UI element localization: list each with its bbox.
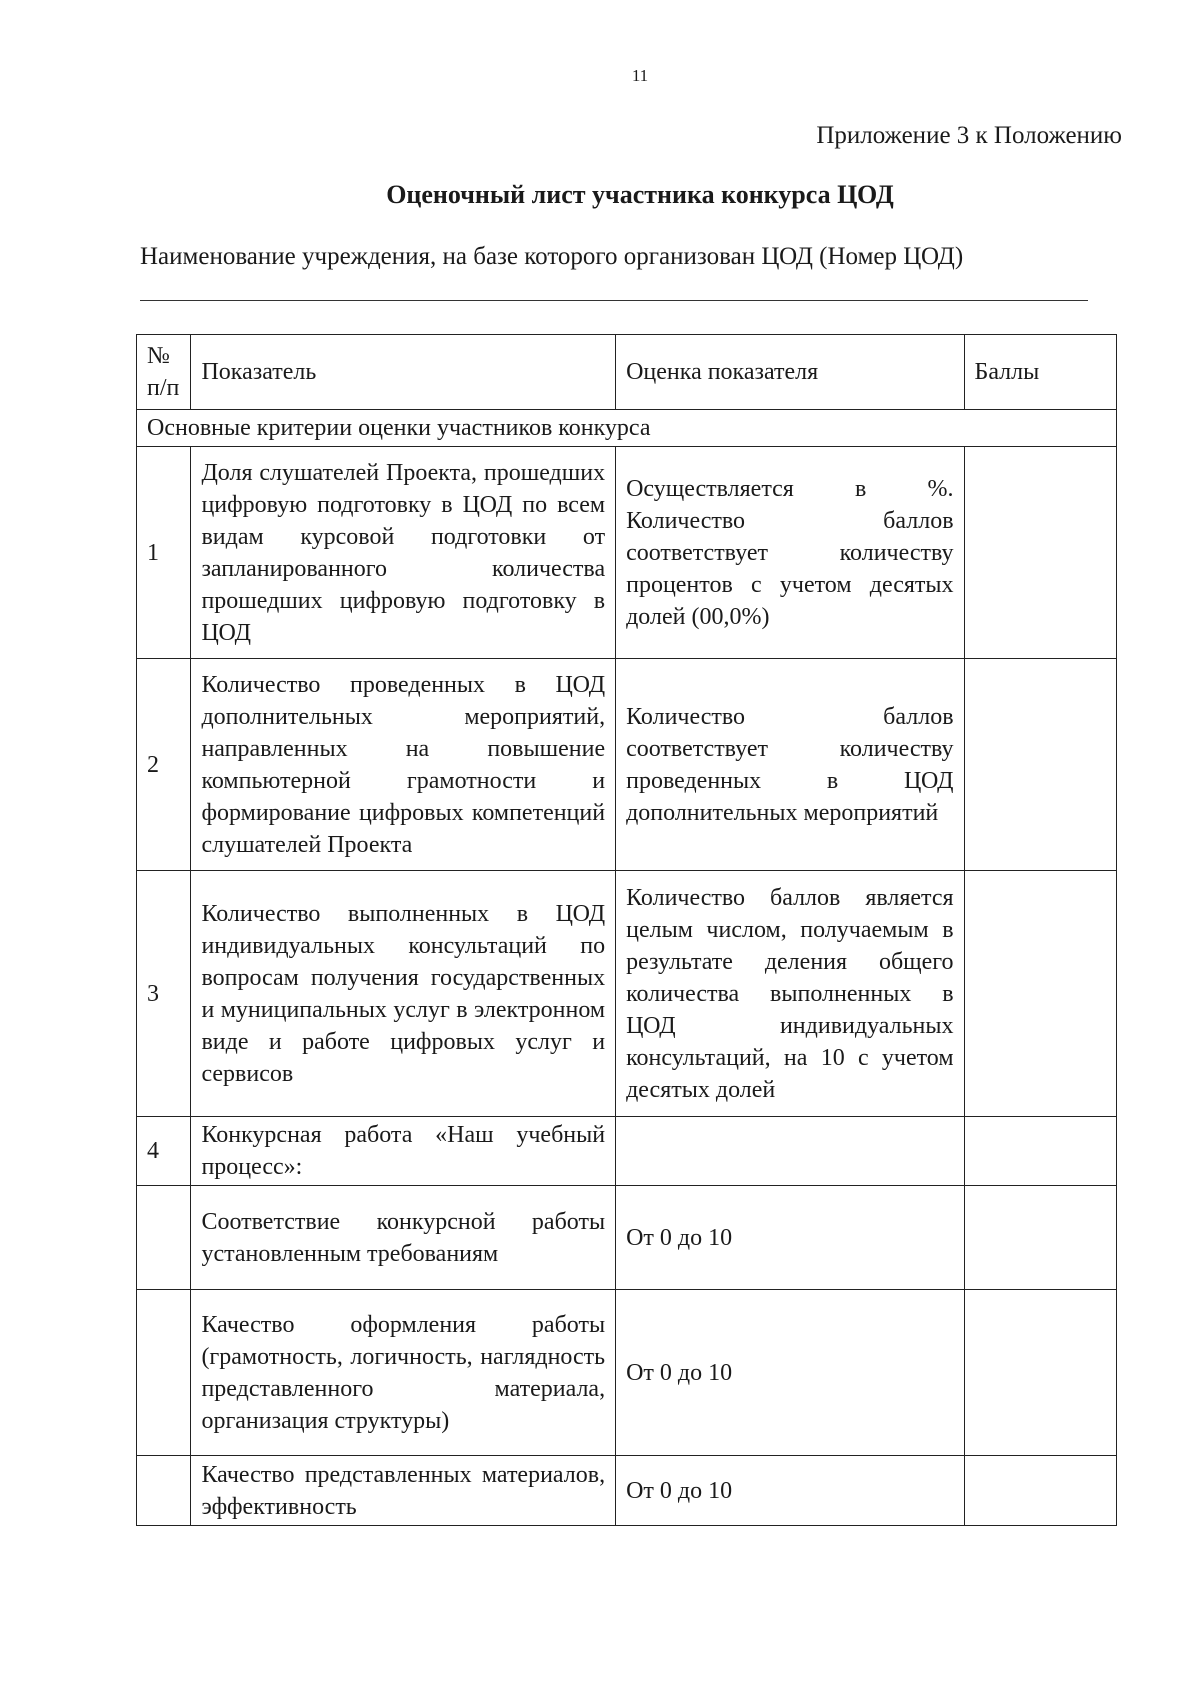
row-num (137, 1456, 191, 1526)
appendix-label: Приложение 3 к Положению (816, 122, 1122, 149)
row-score-cell[interactable] (964, 1290, 1116, 1456)
row-score-cell[interactable] (964, 1117, 1116, 1186)
row-indicator: Качество оформления работы (грамотность, логичность, наглядность представленного материала, организация структуры) (191, 1290, 616, 1456)
row-evaluation: Количество баллов является целым числом, получаемым в результате деления общего количества выполненных в ЦОД индивидуальных консультаций, на 10 с учетом десятых долей (616, 871, 964, 1117)
section-row (137, 410, 1117, 447)
row-score-cell[interactable] (964, 447, 1116, 659)
row-num: 3 (137, 871, 191, 1117)
table-row (137, 447, 1117, 659)
row-evaluation: Осуществляется в %. Количество баллов соответствует количеству процентов с учетом десятых долей (00,0%) (616, 447, 964, 659)
row-score-cell[interactable] (964, 659, 1116, 871)
row-score-cell[interactable] (964, 871, 1116, 1117)
table-row (137, 1117, 1117, 1186)
row-indicator: Качество представленных материалов, эффективность (191, 1456, 616, 1526)
row-evaluation: От 0 до 10 (616, 1456, 964, 1526)
table-row (137, 1456, 1117, 1526)
row-score-cell[interactable] (964, 1186, 1116, 1290)
table-row (137, 659, 1117, 871)
document-title: Оценочный лист участника конкурса ЦОД (386, 180, 894, 209)
section-title: Основные критерии оценки участников конкурса (137, 410, 1117, 447)
header-score: Баллы (964, 335, 1116, 410)
institution-fill-line (140, 300, 1088, 301)
row-num: 1 (137, 447, 191, 659)
row-score-cell[interactable] (964, 1456, 1116, 1526)
row-evaluation: Количество баллов соответствует количеству проведенных в ЦОД дополнительных мероприятий (616, 659, 964, 871)
header-evaluation: Оценка показателя (616, 335, 964, 410)
page-number: 11 (631, 66, 649, 85)
row-num: 4 (137, 1117, 191, 1186)
row-evaluation: От 0 до 10 (616, 1186, 964, 1290)
table-header-row (137, 335, 1117, 410)
evaluation-table (136, 334, 1117, 1526)
row-evaluation: От 0 до 10 (616, 1290, 964, 1456)
row-num (137, 1290, 191, 1456)
row-indicator: Количество проведенных в ЦОД дополнительных мероприятий, направленных на повышение компьютерной грамотности и формирование цифровых компетенций слушателей Проекта (191, 659, 616, 871)
row-indicator: Количество выполненных в ЦОД индивидуальных консультаций по вопросам получения государственных и муниципальных услуг в электронном виде и работе цифровых услуг и сервисов (191, 871, 616, 1117)
row-num: 2 (137, 659, 191, 871)
table-row (137, 871, 1117, 1117)
header-num: № п/п (137, 335, 191, 410)
row-indicator: Соответствие конкурсной работы установленным требованиям (191, 1186, 616, 1290)
row-num (137, 1186, 191, 1290)
header-indicator: Показатель (191, 335, 616, 410)
row-evaluation (616, 1117, 964, 1186)
table-row (137, 1290, 1117, 1456)
institution-label: Наименование учреждения, на базе которого организован ЦОД (Номер ЦОД) (140, 243, 964, 270)
row-indicator: Доля слушателей Проекта, прошедших цифровую подготовку в ЦОД по всем видам курсовой подготовки от запланированного количества прошедших цифровую подготовку в ЦОД (191, 447, 616, 659)
row-indicator: Конкурсная работа «Наш учебный процесс»: (191, 1117, 616, 1186)
table-row (137, 1186, 1117, 1290)
